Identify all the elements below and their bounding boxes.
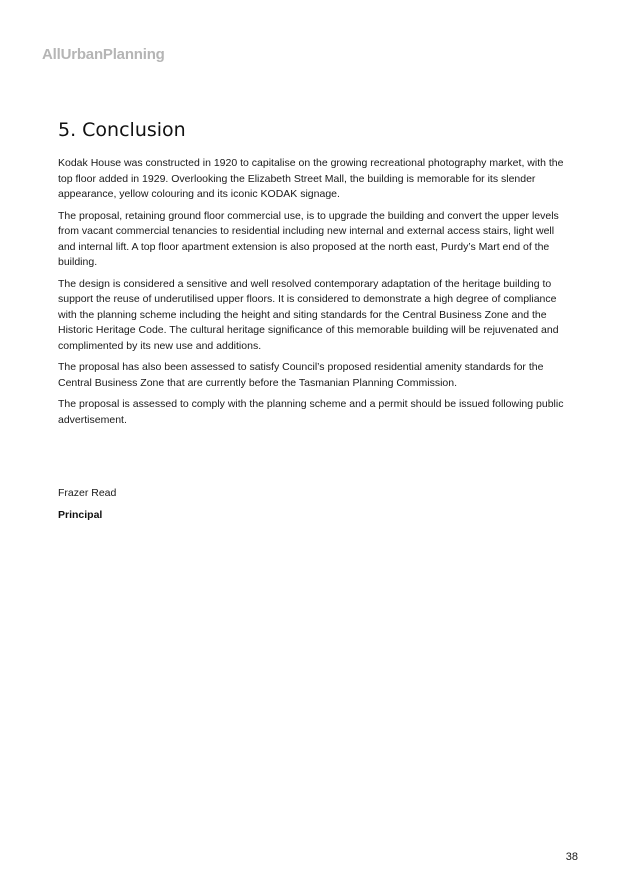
company-logo: AllUrbanPlanning [42, 46, 165, 63]
paragraph: The design is considered a sensitive and well resolved contemporary adaptation of the heritage building to support the reuse of underutilised upper floors. It is considered to demonstrate a high degree of compliance with the planning scheme including the height and siting standards for the Central Business Zone and the Historic Heritage Code. The cultural heritage significance of this memorable building will be rejuvenated and complimented by its new use and additions. [58, 277, 559, 352]
paragraph: The proposal is assessed to comply with the planning scheme and a permit should be issued following public advertisement. [58, 398, 564, 426]
signature-block [58, 486, 116, 523]
section-heading: 5. Conclusion [58, 119, 186, 141]
conclusion-body [58, 156, 574, 434]
signatory-name: Frazer Read [58, 487, 117, 499]
paragraph: The proposal has also been assessed to satisfy Council’s proposed residential amenity standards for the Central Business Zone that are currently before the Tasmanian Planning Commission. [58, 361, 544, 389]
paragraph: Kodak House was constructed in 1920 to capitalise on the growing recreational photography market, with the top floor added in 1929. Overlooking the Elizabeth Street Mall, the building is memorable for its slender appearance, yellow colouring and its iconic KODAK signage. [58, 157, 564, 200]
page-number: 38 [565, 851, 578, 863]
signatory-title: Principal [58, 509, 103, 521]
paragraph: The proposal, retaining ground floor commercial use, is to upgrade the building and convert the upper levels from vacant commercial tenancies to residential including new internal and external access stairs, light well and internal lift. A top floor apartment extension is also proposed at the north east, Purdy’s Mart end of the building. [58, 209, 559, 268]
